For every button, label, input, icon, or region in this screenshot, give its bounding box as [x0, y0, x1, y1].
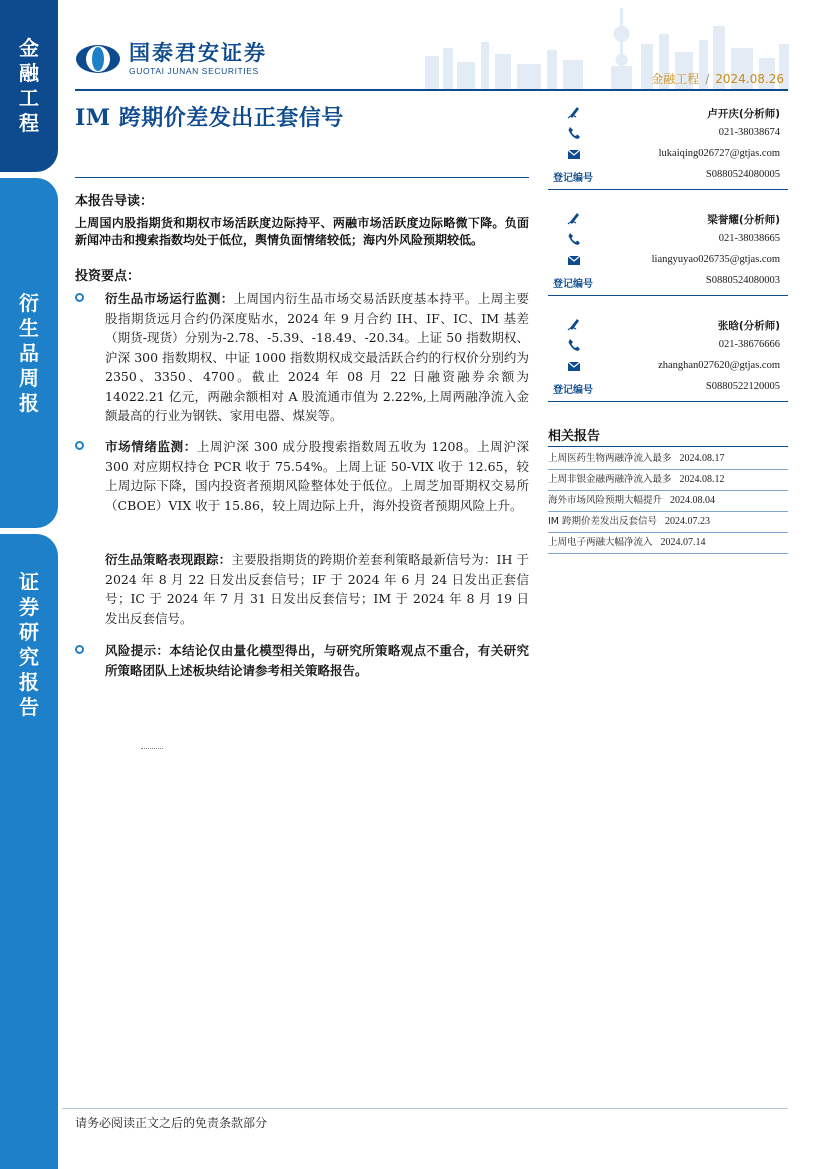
related-report-title: 上周非银金融两融净流入最多	[548, 474, 672, 485]
faint-mark	[141, 748, 163, 751]
email-icon	[567, 359, 581, 373]
registration-number: S0880524080005	[705, 169, 780, 180]
sidebar-char: 工	[19, 86, 39, 110]
point-label: 风险提示：	[105, 643, 170, 658]
analyst-phone: 021-38038665	[718, 233, 780, 244]
analyst-name: 卢开庆(分析师)	[707, 108, 780, 120]
related-report-item[interactable]	[548, 491, 788, 512]
registration-label: 登记编号	[553, 385, 593, 396]
report-date: 2024.08.26	[715, 72, 784, 86]
registration-number: S0880522120005	[705, 381, 780, 392]
sidebar-char: 周	[19, 365, 39, 390]
point-text: 上周沪深 300 成分股搜索指数周五收为 1208。上周沪深 300 对应期权持仓 PCR 收于 75.54%。上周上证 50-VIX 收于 12.65，较上周边际下降，国内投资者预期风险整体处于低位。上周芝加哥期权交易所（CBOE）VIX 收于 15.86，较上周边际上升，海外投资者预期风险上升。	[105, 439, 529, 513]
registration-label: 登记编号	[553, 279, 593, 290]
point-label: 市场情绪监测：	[105, 439, 197, 454]
sidebar-tab-derivatives-weekly	[0, 178, 58, 528]
analyst-email[interactable]: lukaiqing026727@gtjas.com	[658, 148, 780, 159]
analyst-name: 张晗(分析师)	[717, 320, 780, 332]
point-text: 主要股指期货的跨期价差套利策略最新信号为：IH 于 2024 年 8 月 22 日发出反套信号；IF 于 2024 年 6 月 24 日发出正套信号；IC 于 2024 年 7 月 31 日发出反套信号；IM 于 2024 年 8 月 19 日发出反套信号。	[105, 552, 529, 626]
sidebar-char: 告	[19, 695, 39, 719]
header-divider	[75, 89, 788, 91]
sidebar-char: 究	[19, 645, 39, 669]
analyst-email[interactable]: liangyuyao026735@gtjas.com	[651, 254, 780, 265]
related-report-date: 2024.07.14	[660, 537, 706, 548]
bullet-icon	[75, 645, 84, 654]
related-report-item[interactable]	[548, 470, 788, 491]
bullet-icon	[75, 441, 84, 450]
email-icon	[567, 147, 581, 161]
phone-icon	[567, 232, 581, 246]
related-report-title: 海外市场风险预期大幅提升	[548, 495, 663, 506]
footer-divider	[62, 1108, 788, 1109]
points-heading: 投资要点：	[75, 269, 141, 284]
analyst-card	[548, 103, 788, 187]
related-report-date: 2024.08.17	[679, 453, 725, 464]
logo-chinese-name: 国泰君安证券	[129, 41, 267, 65]
related-divider	[548, 446, 788, 447]
sidebar-char: 券	[19, 595, 39, 619]
related-report-item[interactable]	[548, 512, 788, 533]
analyst-card	[548, 209, 788, 293]
guide-text: 上周国内股指期货和期权市场活跃度边际持平、两融市场活跃度边际略微下降。负面新闻冲击和搜索指数均处于低位，舆情负面情绪较低；海内外风险预期较低。	[75, 216, 529, 247]
point-sentiment-monitoring	[75, 437, 529, 515]
sidebar-char: 衍	[19, 290, 39, 315]
sidebar-char: 品	[19, 340, 39, 365]
sidebar-char: 证	[19, 570, 39, 594]
pen-icon	[567, 211, 581, 225]
related-report-title: 上周电子两融大幅净流入	[548, 537, 653, 548]
email-icon	[567, 253, 581, 267]
sidebar-char: 生	[19, 315, 39, 340]
sidebar-char: 研	[19, 620, 39, 644]
related-report-item[interactable]	[548, 533, 788, 554]
analyst-card	[548, 315, 788, 399]
pen-icon	[567, 317, 581, 331]
point-text: 上周国内衍生品市场交易活跃度基本持平。上周主要股指期货远月合约仍深度贴水，2024 年 9 月合约 IH、IF、IC、IM 基差（期货-现货）分别为-2.78、-5.39、-18.49、-20.34。上证 50 指数期权、沪深 300 指数期权、中证 1000 指数期权成交最活跃合约的行权价分别约为 2350、3350、4700。截止 2024 年 08 月 22 日融资融券余额为 14022.21 亿元，两融余额相对 A 股流通市值为 2.22%,上周两融净流入金额最高的行业为钢铁、家用电器、煤炭等。	[105, 291, 529, 423]
guide-heading: 本报告导读：	[75, 194, 154, 209]
main-divider	[75, 177, 529, 178]
point-risk-warning	[75, 641, 529, 680]
point-text: 本结论仅由量化模型得出，与研究所策略观点不重合，有关研究所策略团队上述板块结论请参考相关策略报告。	[105, 643, 529, 678]
related-report-title: IM 跨期价差发出反套信号	[548, 516, 658, 527]
sidebar-char: 金	[19, 36, 39, 60]
sidebar-char: 融	[19, 61, 39, 85]
sidebar-tab-financial-engineering	[0, 0, 58, 172]
analyst-email[interactable]: zhanghan027620@gtjas.com	[658, 360, 780, 371]
related-report-date: 2024.07.23	[665, 516, 711, 527]
logo-mark-icon	[75, 44, 121, 74]
sidebar-tab-research-report	[0, 534, 58, 1169]
related-reports-list	[548, 449, 788, 554]
sidebar-char: 报	[19, 390, 39, 415]
analyst-phone: 021-38038674	[718, 127, 780, 138]
related-reports-heading: 相关报告	[548, 429, 601, 444]
logo-english-name: GUOTAI JUNAN SECURITIES	[129, 66, 259, 76]
report-title: IM 跨期价差发出正套信号	[75, 105, 344, 131]
related-report-item[interactable]	[548, 449, 788, 470]
registration-number: S0880524080003	[705, 275, 780, 286]
analyst-name: 梁誉耀(分析师)	[707, 214, 780, 226]
report-category: 金融工程	[651, 72, 700, 86]
phone-icon	[567, 338, 581, 352]
related-report-date: 2024.08.04	[670, 495, 716, 506]
analyst-divider	[548, 401, 788, 402]
header-separator: /	[705, 72, 710, 86]
related-report-title: 上周医药生物两融净流入最多	[548, 453, 672, 464]
pen-icon	[567, 105, 581, 119]
sidebar-char: 报	[19, 670, 39, 694]
footer-disclaimer: 请务必阅读正文之后的免责条款部分	[75, 1116, 268, 1130]
point-strategy-tracking	[75, 550, 529, 628]
phone-icon	[567, 126, 581, 140]
bullet-icon	[75, 293, 84, 302]
report-category-date	[651, 70, 784, 87]
analyst-phone: 021-38676666	[718, 339, 780, 350]
analyst-divider	[548, 295, 788, 296]
point-market-monitoring	[75, 289, 529, 426]
related-report-date: 2024.08.12	[679, 474, 725, 485]
point-label: 衍生品策略表现跟踪：	[105, 552, 232, 567]
analyst-divider	[548, 189, 788, 190]
registration-label: 登记编号	[553, 173, 593, 184]
company-logo	[75, 42, 267, 76]
sidebar-char: 程	[19, 111, 39, 135]
point-label: 衍生品市场运行监测：	[105, 291, 234, 306]
